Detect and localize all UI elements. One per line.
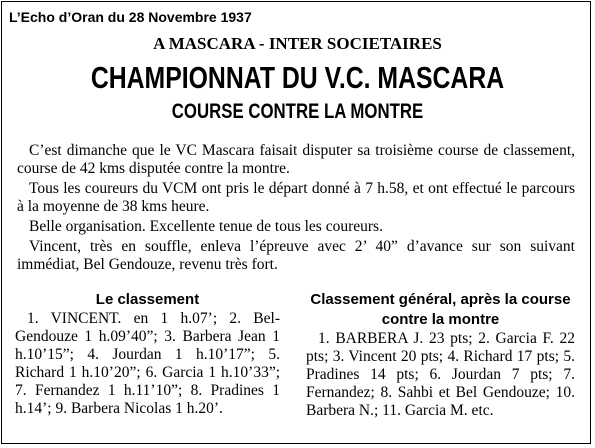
classement-column: [15, 290, 280, 418]
paragraph: Tous les coureurs du VCM ont pris le départ donné à 7 h.58, et ont effectué le parcours à la moyenne de 38 kms heure.: [17, 180, 575, 215]
article-subhead: COURSE CONTRE LA MONTRE: [171, 100, 424, 123]
classement-general-text: 1. BARBERA J. 23 pts; 2. Garcia F. 22 pts; 3. Vincent 20 pts; 4. Richard 17 pts; 5. Pradines 14 pts; 6. Jourdan 7 pts; 7. Fernandez; 8. Sahbi et Bel Gendouze; 10. Barbera N.; 11. Garcia M. etc.: [306, 330, 575, 419]
classement-text: 1. VINCENT. en 1 h.07’; 2. Bel-Gendouze 1 h.09’40”; 3. Barbera Jean 1 h.10’15”; 4. Jourdan 1 h.10’17”; 5. Richard 1 h.10’20”; 6. Garcia 1 h.10’33”; 7. Fernandez 1 h.11’10”; 8. Pradines 1 h.14’; 9. Barbera Nicolas 1 h.20’.: [15, 310, 280, 417]
article-body: [17, 142, 575, 276]
paragraph: C’est dimanche que le VC Mascara faisait disputer sa troisième course de classement, course de 42 kms disputée contre la montre.: [17, 142, 575, 177]
newspaper-source: L’Echo d’Oran du 28 Novembre 1937: [9, 9, 252, 25]
paragraph: Belle organisation. Excellente tenue de tous les coureurs.: [29, 218, 383, 235]
classement-title: Le classement: [95, 291, 200, 308]
classement-general-title: Classement général, après la course contre la montre: [310, 291, 571, 328]
article-headline: CHAMPIONNAT DU V.C. MASCARA: [90, 60, 505, 95]
classement-general-column: [306, 290, 575, 420]
article-kicker: A MASCARA - INTER SOCIETAIRES: [153, 34, 442, 53]
paragraph: Vincent, très en souffle, enleva l’épreuve avec 2’ 40” d’avance sur son suivant immédiat, Bel Gendouze, revenu très fort.: [17, 238, 575, 273]
